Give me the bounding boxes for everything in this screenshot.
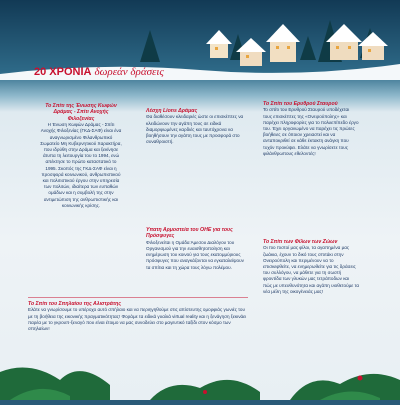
- section-body: Ελάτε να γνωρίσουμε το υπέροχο αυτό σπήλαιο και να περιηγηθούμε στις απίστευτης ομορφιάς γωνιές του με τη βοήθεια της εικονικής πραγματικότητας! Φοράμε τα ειδικά γυαλιά virtual reality και η ξενάγηση ξεκινάει παρέα με το γκρουπ-ξεναγό που είναι έτοιμο να μας συνοδεύει στο μαγευτικό ταξίδι στον κόσμο των σπηλαίων!: [28, 307, 247, 332]
- section-lions: [146, 108, 244, 145]
- divider: [28, 297, 248, 298]
- section-heading: Το Σπίτι της Ένωσης Κωφών Δράμας - Σπίτι Ανοχής Φιλοξενίας: [45, 103, 117, 122]
- title-number: 20 ΧΡΟΝΙΑ: [34, 66, 92, 78]
- section-heading: Το Σπίτι των Φίλων των Ζώων: [263, 239, 338, 245]
- section-body: Φιλοξενείται η Ομάδα Άμεσου Διαλόγου του Οργανισμού για την ευαισθητοποίηση και ενημέρωση του κοινού για τους εκατομμύριους πρόσφυγες που αναγκάζονται να εγκαταλείψουν τα σπίτια και τη χώρα τους λόγω πολέμου.: [146, 239, 244, 270]
- page-title: [34, 66, 164, 78]
- section-heading: Το Σπίτι του Ερυθρού Σταυρού: [263, 101, 338, 107]
- section-alistrati-cave: [28, 301, 248, 332]
- title-rest: δωρεάν δράσεις: [94, 66, 164, 78]
- section-body: Οι πιο πιστοί μας φίλοι, τα αγαπημένα μας ζωάκια, έχουν το δικό τους σπιτάκι στην Ονειρούπολη και περιμένουν να το επισκεφθείτε, να ενημερωθείτε για τις δράσεις του συλλόγου, να μάθετε για τη σωστή φροντίδα των γλυκών μας τετράποδων και πώς με υπευθυνότητα και αγάπη υιοθετούμε τα νέα μέλη της οικογένειάς μας!: [263, 245, 359, 294]
- section-deaf-union: [40, 103, 122, 209]
- section-body: Το σπίτι του Ερυθρού Σταυρού υποδέχεται τους επισκέπτες της «Ονειρούπολης» και παρέχει πληροφορίες για το πολυεπίπεδο έργο του. Έχει οργανωμένο να παρέχει τις πρώτες βοήθειες σε όποιον χρειαστεί και να ανταποκριθεί σε κάθε έκτακτη ανάγκη που τυχόν προκύψει. Ελάτε να γνωρίσετε τους φιλάνθρωπους εθελοντές!: [263, 107, 359, 156]
- section-animal-friends: [263, 239, 359, 295]
- section-heading: Υπατη Αρμοστεία του ΟΗΕ για τους Πρόσφυγες: [146, 227, 233, 240]
- section-unhcr: [146, 227, 244, 271]
- section-body: Θα διαθέσουν κλειδαριές ώστε οι επισκέπτες να κλειδώνουν την αγάπη τους σε ειδικά διαμορφωμένες καρδιές και ταυτόχρονα να βοηθήσουν την αγάπη τους με προσφορά στο συναθροιστή.: [146, 114, 244, 145]
- section-red-cross: [263, 101, 359, 157]
- section-heading: Το Σπίτι του Σπηλαίου της Αλιστράτης: [28, 301, 121, 307]
- section-heading: Λέσχη Lions Δράμας: [146, 108, 198, 114]
- section-body: Η Ένωση Κωφών Δράμας - Σπίτι Ανοχής Φιλοξενίας (ΓΚΔ-ΣΑΦ) είναι ένα αναγνωρισμένο Φιλανθρωπικό Σωματείο Μη Κυβερνητικού Χαρακτήρα, που ιδρύθη στην Δράμα και ξεκίνησε άτυπα τη λειτουργία του το 1994, ενώ απέκτησε το πρώτο καταστατικό το 1995. Σκοπός της ΓΚΔ-ΣΑΦ είναι η προσφορά κοινωνικού, ανθρωπιστικού και πολιτιστικού έργου στην υπηρεσία των πολιτών, ιδιαίτερα των ευπαθών ομάδων και η συμβολή της στην αντιμετώπιση της ανθρωπιστικής και κοινωνικής κρίσης.: [40, 122, 122, 208]
